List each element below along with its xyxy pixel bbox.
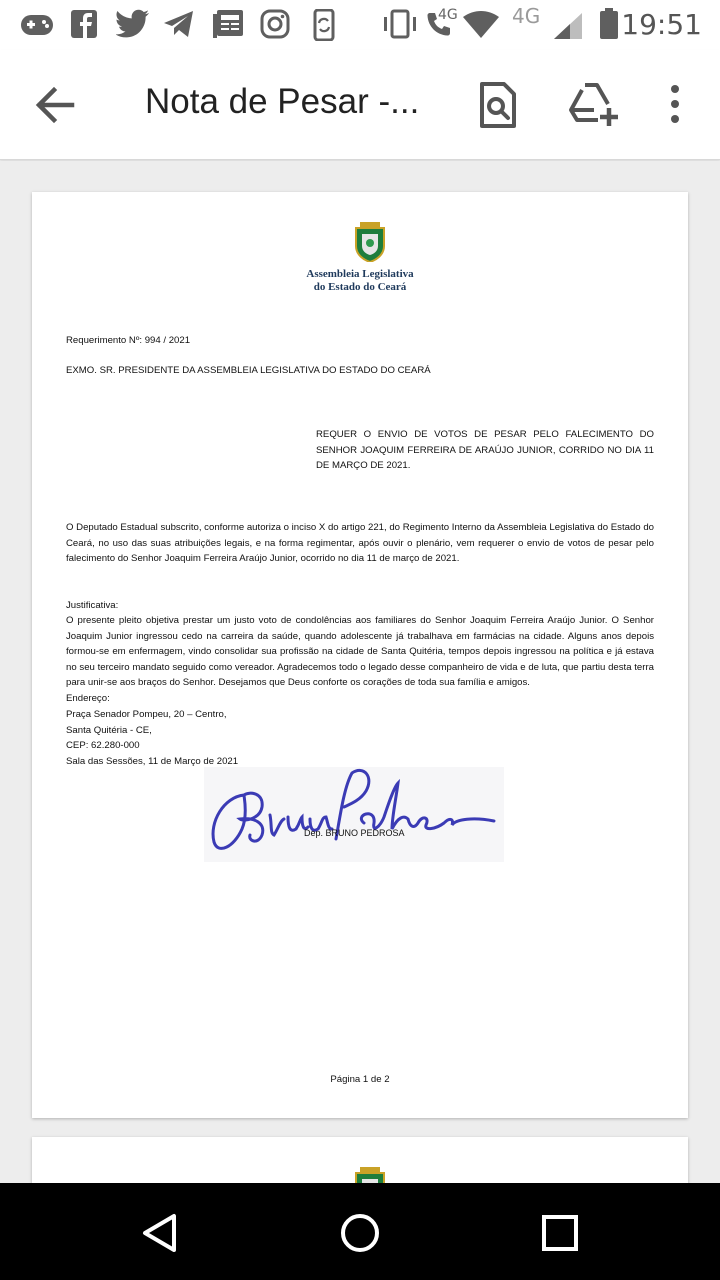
address-label: Endereço: — [66, 693, 110, 704]
app-toolbar — [0, 50, 720, 160]
search-in-document-icon[interactable] — [472, 80, 522, 130]
network-type-label-secondary: 4G — [512, 4, 541, 28]
pdf-viewer[interactable] — [0, 161, 720, 1183]
status-bar — [0, 0, 720, 50]
facebook-icon — [70, 9, 98, 39]
assembly-name-line1: Assembleia Legislativa — [306, 268, 414, 280]
system-navigation-bar — [0, 1183, 720, 1280]
document-title: Nota de Pesar -... — [145, 82, 420, 121]
telegram-icon — [163, 9, 195, 39]
pdf-page-1 — [32, 192, 688, 1118]
network-type-label: 4G — [438, 7, 458, 23]
addressee: EXMO. SR. PRESIDENTE DA ASSEMBLEIA LEGISLATIVA DO ESTADO DO CEARÁ — [66, 365, 431, 376]
back-arrow-icon[interactable] — [30, 82, 80, 128]
recents-square-icon[interactable] — [538, 1211, 582, 1255]
back-triangle-icon[interactable] — [138, 1211, 182, 1255]
instagram-icon — [260, 9, 290, 39]
clock-time: 19:51 — [621, 8, 702, 41]
news-icon — [212, 9, 244, 39]
add-to-drive-icon[interactable] — [568, 80, 620, 130]
assembly-name-line2: do Estado do Ceará — [313, 281, 407, 293]
requirement-number: Requerimento Nº: 994 / 2021 — [66, 335, 191, 346]
signatory-name: Dep. BRUNO PEDROSA — [304, 828, 405, 838]
assembly-crest-logo — [354, 222, 386, 262]
justification-label: Justificativa: — [66, 600, 119, 611]
justification-text: O presente pleito objetiva prestar um justo voto de condolências aos familiares do Senhor Joaquim Ferreira Araújo Junior. O Senhor Joaquim Junior ingressou cedo na carreira da saúde, quando adolescente já trabalhava em farmácias na cidade. Alguns anos depois formou-se em enfermagem, vindo consolidar sua profissão na cidade de Santa Quitéria, tempos depois ingressou na política e já estava no seu terceiro mandato seguido como vereador. Agradecemos todo o legado desse companheiro de vida e de luta, que partiu desta terra para unir-se aos braços do Senhor. Desejamos que Deus conforte os corações de toda sua família e amigos. — [66, 615, 654, 689]
gamepad-icon — [20, 13, 54, 37]
body-text: O Deputado Estadual subscrito, conforme autoriza o inciso X do artigo 221, do Regimento Interno da Assembleia Legislativa do Estado do Ceará, no uso das suas atribuições legais, e na forma regimentar, após ouvir o plenário, vem requerer o envio de votos de pesar pelo falecimento do Senhor Joaquim Ferreira Araújo Junior, ocorrido no dia 11 de março de 2021. — [66, 522, 654, 565]
handwritten-signature — [204, 767, 504, 862]
phone-sync-icon — [310, 9, 338, 41]
battery-icon — [598, 8, 620, 40]
address-line-2: Santa Quitéria - CE, — [66, 725, 152, 736]
vibrate-icon — [382, 9, 418, 39]
more-options-icon[interactable] — [660, 80, 690, 130]
session-date: Sala das Sessões, 11 de Março de 2021 — [66, 756, 239, 767]
home-circle-icon[interactable] — [338, 1211, 382, 1255]
summary-text: REQUER O ENVIO DE VOTOS DE PESAR PELO FALECIMENTO DO SENHOR JOAQUIM FERREIRA DE ARAÚJO JUNIOR, CORRIDO NO DIA 11 DE MARÇO DE 2021. — [316, 429, 654, 472]
address-line-3: CEP: 62.280-000 — [66, 740, 140, 751]
wifi-icon — [462, 11, 500, 39]
assembly-crest-logo — [354, 1167, 386, 1183]
signal-icon — [552, 12, 584, 40]
twitter-icon — [116, 9, 150, 39]
pdf-page-2 — [32, 1137, 688, 1183]
address-line-1: Praça Senador Pompeu, 20 – Centro, — [66, 709, 227, 720]
page-number: Página 1 de 2 — [330, 1074, 390, 1085]
